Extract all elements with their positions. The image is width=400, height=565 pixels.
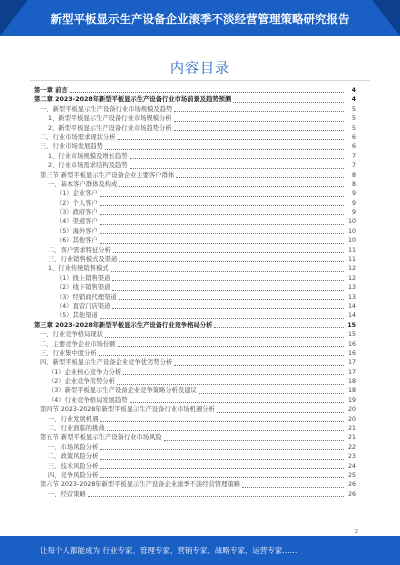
toc-entry-page: 18 xyxy=(347,378,356,386)
toc-entry[interactable] xyxy=(34,452,356,461)
toc-entry-label: 三、行业集中度分析 xyxy=(40,349,97,357)
toc-entry[interactable] xyxy=(34,283,356,292)
toc-entry-label: 第四节 2023-2028年新型平板显示生产设备行业市场机遇分析 xyxy=(40,406,215,414)
toc-entry[interactable] xyxy=(34,462,356,471)
toc-entry-label: 一、行业竞争格局现状 xyxy=(40,331,103,339)
report-title: 新型平板显示生产设备企业滚季不淡经营管理策略研究报告 xyxy=(50,12,350,26)
toc-entry-label: （2）线下销售渠道 xyxy=(56,284,111,292)
toc-entry-label: 第二章 2023-2028年新型平板显示生产设备行业市场前景及趋势预测 xyxy=(34,96,232,104)
toc-entry-label: （3）新型平板显示生产设备企业竞争策略分析及建议 xyxy=(48,387,197,395)
toc-entry[interactable] xyxy=(34,86,356,95)
toc-entry[interactable] xyxy=(34,424,356,433)
toc-entry-page: 7 xyxy=(351,152,356,160)
toc-leader-dots xyxy=(105,149,344,150)
toc-entry-label: 第六节 2023-2028年新型平板显示生产设备企业滚季不淡经营管理策略 xyxy=(40,481,241,489)
toc-entry-label: （2）个人客户 xyxy=(56,199,98,207)
toc-entry-page: 17 xyxy=(347,368,356,376)
toc-entry-label: 一、新型平板显示生产设备行业市场规模及趋势 xyxy=(40,105,173,113)
toc-leader-dots xyxy=(119,186,344,187)
toc-entry-page: 24 xyxy=(347,462,356,470)
toc-entry-label: （1）企业客户 xyxy=(56,190,98,198)
toc-entry[interactable] xyxy=(34,264,356,273)
toc-entry-label: 四、新型平板显示生产设备企业竞争优劣势分析 xyxy=(40,359,173,367)
toc-entry-page: 15 xyxy=(347,331,356,339)
toc-entry-label: 二、政策风险分析 xyxy=(48,453,99,461)
toc-entry-label: 二、客户需求特征分析 xyxy=(48,246,111,254)
toc-entry[interactable] xyxy=(34,358,356,367)
toc-entry-label: （4）渠道客户 xyxy=(56,218,98,226)
toc-entry[interactable] xyxy=(34,124,356,133)
toc-entry[interactable] xyxy=(34,171,356,180)
toc-entry[interactable] xyxy=(34,490,356,499)
toc-leader-dots xyxy=(105,337,344,338)
toc-entry[interactable] xyxy=(34,443,356,452)
toc-entry[interactable] xyxy=(34,161,356,170)
toc-entry-page: 9 xyxy=(351,199,356,207)
toc-entry-page: 25 xyxy=(347,472,356,479)
toc-entry[interactable] xyxy=(34,387,356,396)
toc-entry-label: 一、行业发展机遇 xyxy=(48,415,99,423)
toc-entry-page: 6 xyxy=(351,133,356,141)
toc-entry[interactable] xyxy=(34,311,356,320)
toc-leader-dots xyxy=(130,168,344,169)
toc-entry-label: （5）海外客户 xyxy=(56,227,98,235)
toc-entry-label: 三、技术风险分析 xyxy=(48,462,99,470)
toc-leader-dots xyxy=(112,290,344,291)
toc-leader-dots xyxy=(112,280,344,281)
toc-leader-dots xyxy=(199,393,344,394)
toc-entry[interactable] xyxy=(34,95,356,104)
toc-leader-dots xyxy=(100,468,344,469)
toc-leader-dots xyxy=(233,102,344,103)
toc-entry-label: 1、行业市场规模及增长趋势 xyxy=(48,152,128,160)
toc-entry[interactable] xyxy=(34,189,356,198)
toc-entry-page: 15 xyxy=(347,321,356,329)
toc-leader-dots xyxy=(100,205,344,206)
toc-leader-dots xyxy=(174,111,344,112)
page-title: 内容目录 xyxy=(170,61,230,77)
toc-entry-page: 23 xyxy=(347,453,356,461)
toc-leader-dots xyxy=(217,412,344,413)
toc-leader-dots xyxy=(88,496,344,497)
toc-entry[interactable] xyxy=(34,180,356,189)
toc-leader-dots xyxy=(118,139,344,140)
toc-entry-page: 21 xyxy=(347,434,356,442)
toc-entry-page: 18 xyxy=(347,387,356,395)
toc-entry-label: （5）其他渠道 xyxy=(56,312,98,320)
toc-entry[interactable] xyxy=(34,199,356,208)
toc-leader-dots xyxy=(174,365,344,366)
page-number: 2 xyxy=(354,529,358,535)
toc-entry-label: （3）政府客户 xyxy=(56,209,98,217)
toc-entry[interactable] xyxy=(34,349,356,358)
toc-entry-label: 第五节 新型平板显示生产设备行业市场风险 xyxy=(40,434,162,442)
toc-entry-page: 21 xyxy=(347,425,356,433)
toc-entry-page: 9 xyxy=(351,209,356,217)
toc-entry[interactable] xyxy=(34,340,356,349)
toc-entry[interactable] xyxy=(34,217,356,226)
toc-leader-dots xyxy=(113,252,344,253)
toc-entry-page: 20 xyxy=(347,415,356,423)
header-banner xyxy=(0,0,400,36)
toc-entry-page: 4 xyxy=(351,86,356,94)
toc-entry[interactable] xyxy=(34,114,356,123)
toc-entry-page: 16 xyxy=(347,340,356,348)
toc-leader-dots xyxy=(100,224,344,225)
toc-entry-page: 16 xyxy=(347,349,356,357)
toc-entry-page: 12 xyxy=(347,265,356,273)
toc-entry-page: 8 xyxy=(351,171,356,179)
table-of-contents xyxy=(34,86,356,531)
toc-entry-page: 14 xyxy=(347,312,356,320)
toc-entry-page: 8 xyxy=(351,180,356,188)
toc-entry-page: 6 xyxy=(351,143,356,151)
toc-entry-page: 5 xyxy=(351,115,356,123)
toc-leader-dots xyxy=(164,440,344,441)
toc-leader-dots xyxy=(100,421,344,422)
toc-entry-page: 5 xyxy=(351,105,356,113)
toc-leader-dots xyxy=(123,374,344,375)
toc-leader-dots xyxy=(100,233,344,234)
toc-entry-label: 1、行业传统销售模式 xyxy=(48,265,109,273)
toc-entry-page: 13 xyxy=(347,284,356,292)
toc-leader-dots xyxy=(70,92,344,93)
toc-entry[interactable] xyxy=(34,255,356,264)
toc-entry[interactable] xyxy=(34,433,356,442)
toc-entry-label: 一、经营策略 xyxy=(48,490,86,498)
toc-entry-label: （4）行业竞争格局发展趋势 xyxy=(48,396,128,404)
toc-entry-page: 5 xyxy=(351,124,356,132)
toc-leader-dots xyxy=(119,261,344,262)
toc-entry-page: 14 xyxy=(347,302,356,310)
toc-leader-dots xyxy=(242,487,344,488)
toc-entry[interactable] xyxy=(34,368,356,377)
toc-leader-dots xyxy=(111,271,344,272)
toc-entry-label: 第一章 前言 xyxy=(34,86,68,94)
toc-entry-page: 26 xyxy=(347,490,356,498)
toc-entry-page: 13 xyxy=(347,293,356,301)
toc-entry[interactable] xyxy=(34,142,356,151)
toc-entry-label: 一、市场风险分析 xyxy=(48,443,99,451)
toc-leader-dots xyxy=(112,308,344,309)
toc-entry[interactable] xyxy=(34,246,356,255)
toc-leader-dots xyxy=(130,158,344,159)
toc-leader-dots xyxy=(100,243,344,244)
toc-leader-dots xyxy=(118,346,344,347)
toc-entry-page: 9 xyxy=(351,190,356,198)
toc-entry-label: 2、新型平板显示生产设备行业市场趋势分析 xyxy=(48,124,172,132)
toc-leader-dots xyxy=(100,318,344,319)
toc-entry-page: 10 xyxy=(347,227,356,235)
toc-entry-page: 11 xyxy=(347,256,356,264)
toc-entry-label: （4）直营门店渠道 xyxy=(56,302,111,310)
toc-entry-label: （1）线上销售渠道 xyxy=(56,274,111,282)
toc-entry-page: 7 xyxy=(351,162,356,170)
toc-entry-label: （1）企业核心竞争力分析 xyxy=(48,368,122,376)
toc-entry-page: 20 xyxy=(347,406,356,414)
toc-leader-dots xyxy=(117,384,344,385)
toc-leader-dots xyxy=(119,299,344,300)
footer-slogan: 让每个人都能成为 行业专家、管理专家、营销专家、战略专家、运营专家…… xyxy=(40,546,298,555)
toc-leader-dots xyxy=(174,130,344,131)
toc-entry-label: 二、行业面临的挑战 xyxy=(48,425,105,433)
toc-entry[interactable] xyxy=(34,415,356,424)
toc-entry[interactable] xyxy=(34,302,356,311)
toc-entry-page: 22 xyxy=(347,443,356,451)
toc-entry-label: 第三节 新型平板显示生产设备企业主要客户群体 xyxy=(40,171,175,179)
toc-entry[interactable] xyxy=(34,396,356,405)
toc-leader-dots xyxy=(176,177,344,178)
toc-entry[interactable] xyxy=(34,321,356,330)
toc-leader-dots xyxy=(100,196,344,197)
toc-entry-page: 11 xyxy=(347,246,356,254)
toc-entry-label: 2、行业市场需求结构及趋势 xyxy=(48,162,128,170)
toc-leader-dots xyxy=(100,214,344,215)
toc-entry[interactable] xyxy=(34,293,356,302)
toc-leader-dots xyxy=(100,459,344,460)
toc-entry-page: 10 xyxy=(347,218,356,226)
toc-entry-page: 4 xyxy=(351,96,356,104)
toc-entry[interactable] xyxy=(34,274,356,283)
toc-entry-page: 26 xyxy=(347,481,356,489)
toc-leader-dots xyxy=(100,477,344,478)
toc-entry[interactable] xyxy=(34,330,356,339)
toc-entry-page: 19 xyxy=(347,396,356,404)
toc-entry[interactable] xyxy=(34,208,356,217)
toc-leader-dots xyxy=(214,327,344,328)
toc-entry-label: 四、竞争风险分析 xyxy=(48,472,99,479)
toc-leader-dots xyxy=(100,449,344,450)
toc-entry[interactable] xyxy=(34,133,356,142)
toc-entry-page: 17 xyxy=(347,359,356,367)
toc-entry[interactable] xyxy=(34,480,356,489)
footer-banner xyxy=(0,536,400,565)
toc-entry-page: 12 xyxy=(347,274,356,282)
toc-entry-page: 10 xyxy=(347,237,356,245)
toc-entry-label: （3）经销商代理渠道 xyxy=(56,293,117,301)
toc-entry-label: 三、行业市场发展趋势 xyxy=(40,143,103,151)
toc-leader-dots xyxy=(174,121,344,122)
toc-leader-dots xyxy=(107,430,344,431)
toc-leader-dots xyxy=(130,402,344,403)
toc-entry[interactable] xyxy=(34,471,356,480)
toc-entry[interactable] xyxy=(34,227,356,236)
toc-entry-label: 三、行业销售模式及渠道 xyxy=(48,256,118,264)
toc-leader-dots xyxy=(99,355,344,356)
toc-entry[interactable] xyxy=(34,152,356,161)
toc-entry-label: 一、基本客户群体及构成 xyxy=(48,180,118,188)
toc-entry-label: 二、主要竞争企业市场份额 xyxy=(40,340,116,348)
toc-entry[interactable] xyxy=(34,105,356,114)
toc-entry-label: （6）其他客户 xyxy=(56,237,98,245)
title-divider xyxy=(30,80,370,81)
toc-entry[interactable] xyxy=(34,236,356,245)
toc-entry-label: 二、行业市场需求现状分析 xyxy=(40,133,116,141)
toc-entry-label: 1、新型平板显示生产设备行业市场规模分析 xyxy=(48,115,172,123)
toc-entry[interactable] xyxy=(34,377,356,386)
toc-entry-label: （2）企业竞争劣势分析 xyxy=(48,378,115,386)
toc-entry-label: 第三章 2023-2028年新型平板显示生产设备行业竞争格局分析 xyxy=(34,321,213,329)
toc-entry[interactable] xyxy=(34,405,356,414)
